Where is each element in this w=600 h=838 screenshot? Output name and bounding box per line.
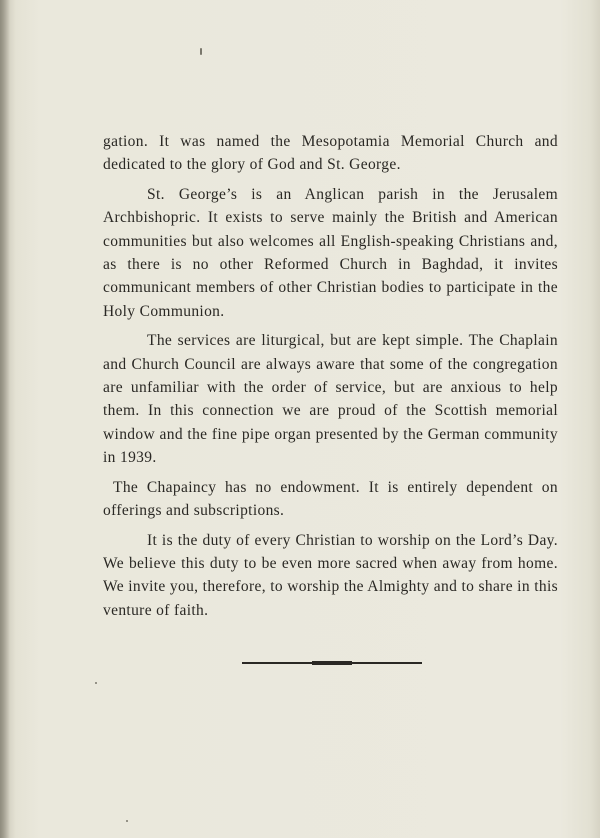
print-mark xyxy=(200,48,202,55)
paper-speck xyxy=(95,682,97,684)
paper-speck xyxy=(126,820,128,822)
paragraph-chaplaincy: The Chapaincy has no endowment. It is entirely dependent on offerings and subscriptions. xyxy=(103,478,558,520)
body-text xyxy=(103,130,558,628)
paragraph-continuation: gation. It was named the Mesopotamia Memorial Church and dedicated to the glory of God and St. George. xyxy=(103,133,558,174)
closing-rule-ornament xyxy=(242,661,422,665)
rule-center-bar xyxy=(312,661,352,665)
binding-shadow xyxy=(0,0,10,838)
paragraph-services: The services are liturgical, but are kept simple. The Chaplain and Church Council are always aware that some of the congregation are unfamiliar with the order of service, but are anxious to help them. In this connection we are proud of the Scottish memorial window and the fine pipe organ presented by the German community in 1939. xyxy=(103,332,558,467)
paragraph-duty: It is the duty of every Christian to worship on the Lord’s Day. We believe this duty to be even more sacred when away from home. We invite you, therefore, to worship the Almighty and to share in this venture of faith. xyxy=(103,531,558,619)
paragraph-parish: St. George’s is an Anglican parish in the Jerusalem Archbishopric. It exists to serve mainly the British and American communities but also welcomes all English-speaking Christians and, as there is no other Reformed Church in Baghdad, it invites communicant members of other Christian bodies to participate in the Holy Communion. xyxy=(103,185,558,320)
